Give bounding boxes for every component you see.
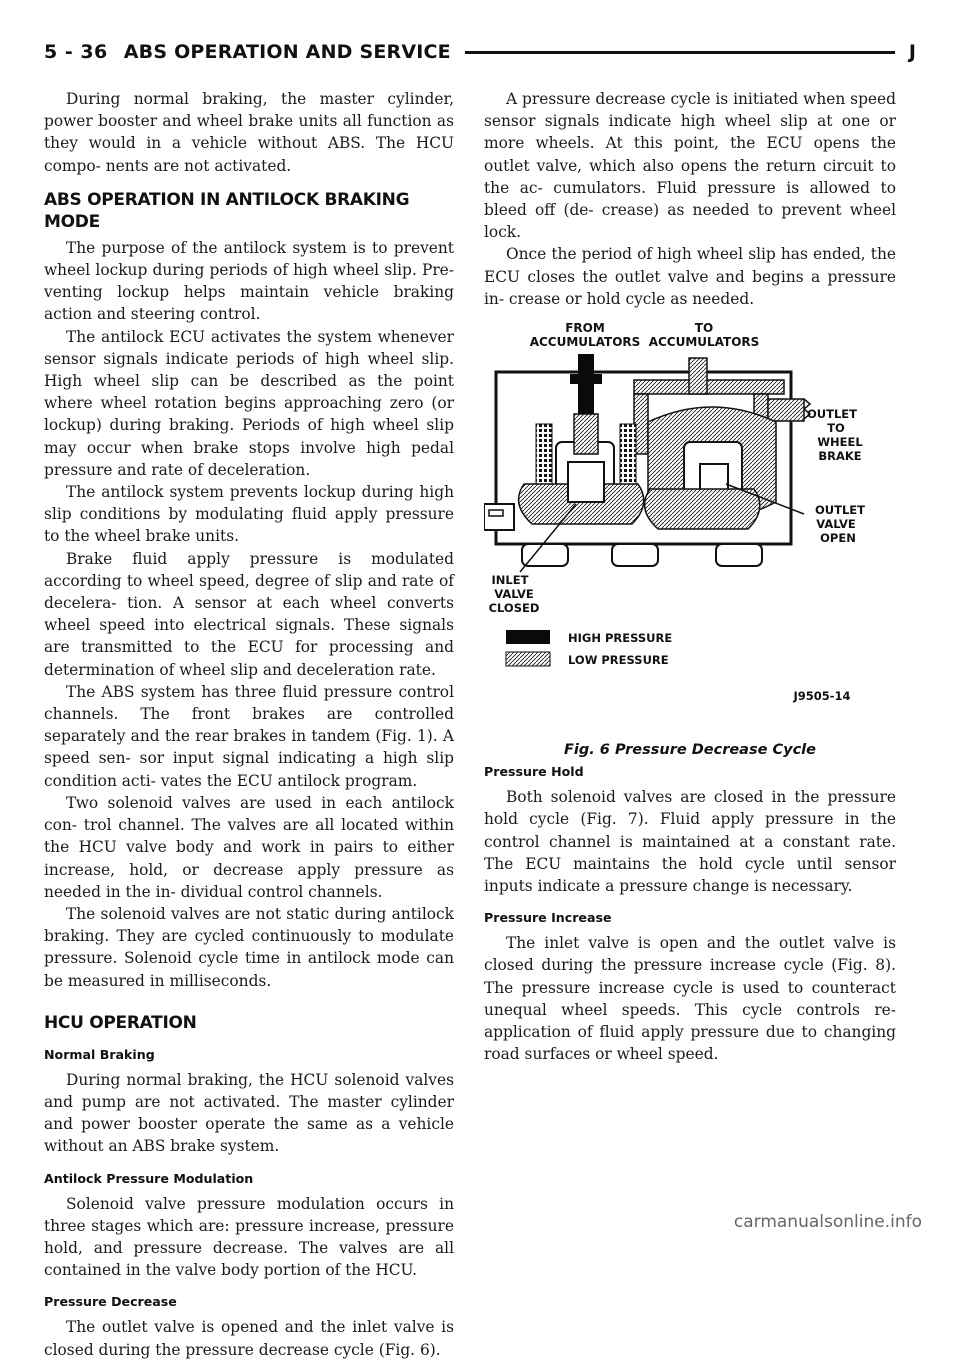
paragraph: The antilock ECU activates the system whenever sensor signals indicate periods of high wheel slip. High wheel slip can be described as the point where wheel rotation begins approaching zero (or lockup) during braking. Periods of high wheel slip may occur when brake stops involve high pedal pressure and rate of deceleration. [44,327,454,479]
subheading-pressure-modulation: Antilock Pressure Modulation [44,1170,254,1186]
paragraph: The antilock system prevents lockup during high slip conditions by modulating fluid apply pressure to the wheel brake units. [44,483,454,546]
svg-text:BRAKE: BRAKE [818,449,862,464]
legend-swatch-high [506,630,550,644]
page-header [44,38,916,66]
heading-hcu-operation: HCU OPERATION [44,1012,197,1033]
paragraph: Two solenoid valves are used in each antilock con- trol channel. The valves are all located within the HCU valve body and work in pairs to either increase, hold, or decrease apply pressure as needed in the in- dividual control channels. [44,793,454,901]
paragraph: The purpose of the antilock system is to prevent wheel lockup during periods of high wheel slip. Pre- venting lockup helps maintain vehicle braking action and steering control. [44,238,454,324]
paragraph: During normal braking, the master cylinder, power booster and wheel brake units all function as they would in a vehicle without ABS. The HCU compo- nents are not activated. [44,90,454,175]
page-number: 5 - 36 [44,41,108,63]
subheading-pressure-increase: Pressure Increase [484,910,612,926]
mounting-tab [484,504,514,530]
svg-text:VALVE: VALVE [494,587,534,602]
section-title: ABS OPERATION AND SERVICE [123,41,451,63]
fitting-nut [522,544,568,566]
subheading-pressure-decrease: Pressure Decrease [44,1294,177,1310]
paragraph: The ABS system has three fluid pressure control channels. The front brakes are controlled separately and the rear brakes in tandem (Fig. 1). A speed sen- sor input signal indicating a high slip condition acti- vates the ECU antilock program. [44,682,454,790]
paragraph: Brake fluid apply pressure is modulated according to wheel speed, degree of slip and rate of decelera- tion. A sensor at each wheel converts wheel speed into electrical signals. These signals are transmitted to the ECU for processing and determination of wheel slip and deceleration rate. [44,549,454,679]
paragraph: The outlet valve is opened and the inlet valve is closed during the pressure decrease cycle (Fig. 6). [44,1318,454,1359]
outlet-port [768,399,804,421]
label-from-accumulators: FROM [565,321,605,336]
inlet-solenoid [519,414,644,524]
label-outlet-to-wheel-brake: OUTLET [807,407,857,422]
heading-antilock-mode: ABS OPERATION IN ANTILOCK BRAKING MODE [44,189,410,232]
paragraph: Solenoid valve pressure modulation occurs in three stages which are: pressure increase, pressure hold, and pressure decrease. The valves are all contained in the valve body portion of the HCU. [44,1194,454,1280]
svg-text:OPEN: OPEN [820,531,856,546]
manual-letter: J [908,41,916,63]
right-column [484,88,896,1065]
watermark: carmanualsonline.info [733,1212,922,1232]
label-inlet-valve-closed: INLET [491,573,529,588]
outlet-solenoid [645,407,776,529]
label-to-accumulators-2: ACCUMULATORS [648,335,760,350]
label-outlet-valve-open: OUTLET [815,503,865,518]
fitting-nut [716,544,762,566]
fitting-nut [612,544,658,566]
figure-code: J9505-14 [793,689,851,704]
subheading-normal-braking: Normal Braking [44,1046,155,1062]
paragraph: A pressure decrease cycle is initiated when speed sensor signals indicate high wheel slip at one or more wheels. At this point, the ECU opens the outlet valve, which also opens the return circuit to the ac- cumulators. Fluid pressure is allowed to bleed off (de- crease) as needed to prevent wheel lock. [484,90,896,242]
paragraph: Both solenoid valves are closed in the pressure hold cycle (Fig. 7). Fluid apply pressure in the control channel is maintained at a constant rate. The ECU maintains the hold cycle until sensor inputs indicate a pressure change is necessary. [484,788,896,896]
svg-text:TO: TO [827,421,845,436]
svg-text:CLOSED: CLOSED [488,601,540,616]
figure-pressure-decrease [484,314,896,739]
legend-low-pressure: LOW PRESSURE [568,653,669,668]
legend-swatch-low [506,652,550,666]
svg-text:VALVE: VALVE [816,517,856,532]
paragraph: The solenoid valves are not static during antilock braking. They are cycled continuously to modulate pressure. Solenoid cycle time in antilock mode can be measured in milliseconds. [44,904,454,990]
label-to-accumulators: TO [694,321,714,336]
paragraph: Once the period of high wheel slip has ended, the ECU closes the outlet valve and begins a pressure in- crease or hold cycle as needed. [484,245,896,308]
paragraph: During normal braking, the HCU solenoid valves and pump are not activated. The master cylinder and power booster operate the same as a vehicle without an ABS brake system. [44,1070,454,1156]
header-rule [465,51,895,54]
legend-high-pressure: HIGH PRESSURE [568,631,673,646]
figure-caption: Fig. 6 Pressure Decrease Cycle [564,742,816,759]
left-column [44,88,454,1361]
return-passage [634,380,784,394]
hcu-valve-diagram [484,314,896,739]
paragraph: The inlet valve is open and the outlet valve is closed during the pressure increase cycle (Fig. 8). The pressure increase cycle is used to counteract unequal wheel speeds. This cycle controls re-application of fluid apply pressure due to changing road surfaces or wheel speed. [484,934,896,1064]
subheading-pressure-hold: Pressure Hold [484,764,584,780]
label-from-accumulators-2: ACCUMULATORS [529,335,641,350]
svg-text:WHEEL: WHEEL [817,435,863,450]
to-accumulator-port [689,358,707,394]
